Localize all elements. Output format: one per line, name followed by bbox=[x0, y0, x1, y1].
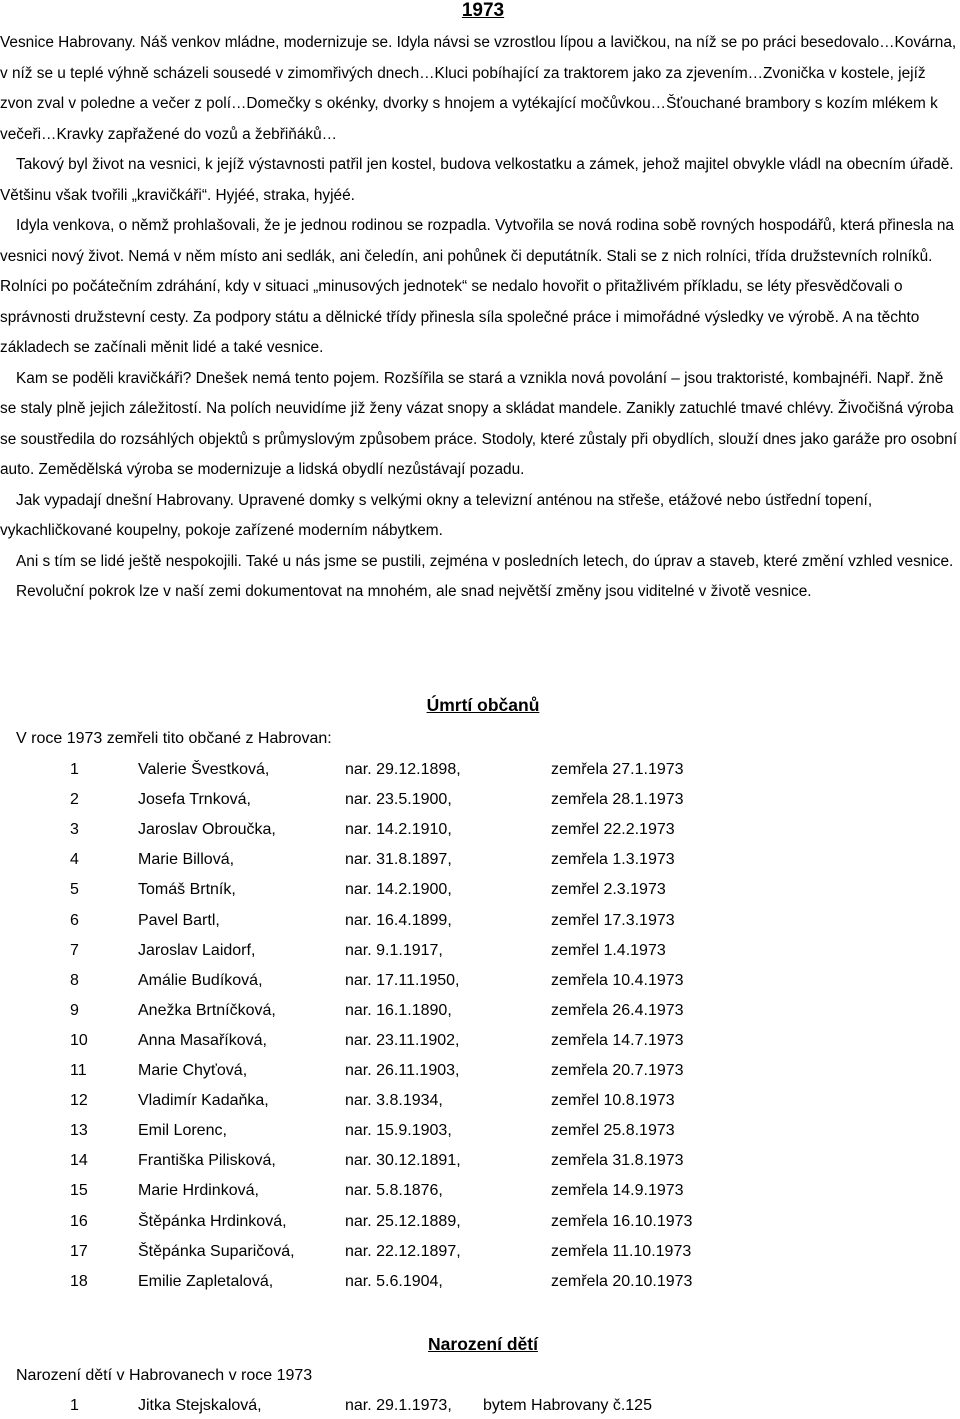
record-birth-date: nar. 29.12.1898, bbox=[345, 761, 461, 778]
record-name: Anna Masaříková, bbox=[138, 1031, 267, 1049]
record-name: Valerie Švestková, bbox=[138, 761, 270, 778]
record-address: bytem Habrovany č.125 bbox=[483, 1397, 652, 1414]
record-birth-date: nar. 26.11.1903, bbox=[345, 1062, 460, 1079]
death-record-row bbox=[0, 1273, 960, 1295]
record-name: Marie Hrdinková, bbox=[138, 1182, 259, 1200]
record-number: 3 bbox=[70, 821, 79, 839]
record-birth-date: nar. 25.12.1889, bbox=[345, 1212, 461, 1230]
deaths-intro: V roce 1973 zemřeli tito občané z Habrovan: bbox=[16, 730, 332, 747]
record-birth-date: nar. 15.9.1903, bbox=[345, 1122, 452, 1140]
record-birth-date: nar. 3.8.1934, bbox=[345, 1092, 443, 1110]
record-death-date: zemřel 22.2.1973 bbox=[551, 821, 675, 839]
record-name: Františka Pilisková, bbox=[138, 1152, 276, 1170]
death-record-row bbox=[0, 791, 960, 813]
record-birth-date: nar. 31.8.1897, bbox=[345, 851, 452, 869]
death-record-row bbox=[0, 1213, 960, 1235]
record-number: 17 bbox=[70, 1242, 88, 1260]
record-name: Vladimír Kadaňka, bbox=[138, 1092, 269, 1110]
death-record-row bbox=[0, 761, 960, 783]
record-number: 1 bbox=[70, 1397, 79, 1414]
death-record-row bbox=[0, 1062, 960, 1084]
record-number: 11 bbox=[70, 1062, 87, 1079]
record-number: 4 bbox=[70, 851, 79, 869]
death-record-row bbox=[0, 1092, 960, 1114]
record-name: Emilie Zapletalová, bbox=[138, 1272, 274, 1290]
death-record-row bbox=[0, 1002, 960, 1024]
record-name: Tomáš Brtník, bbox=[138, 881, 236, 899]
chronicle-paragraph: Takový byl život na vesnici, k jejíž výstavnosti patřil jen kostel, budova velkostatku a zámek, jehož majitel obvykle vládl na obecním úřadě. Většinu však tvořili „kravičkáři“. Hyjéé, straka, hyjéé. bbox=[0, 156, 954, 204]
chronicle-paragraph: Revoluční pokrok lze v naší zemi dokumentovat na mnohém, ale snad největší změny jsou viditelné v životě vesnice. bbox=[16, 583, 812, 600]
record-birth-date: nar. 29.1.1973, bbox=[345, 1397, 452, 1414]
death-record-row bbox=[0, 1032, 960, 1054]
record-name: Štěpánka Suparičová, bbox=[138, 1242, 295, 1260]
record-birth-date: nar. 5.6.1904, bbox=[345, 1272, 443, 1290]
record-name: Jaroslav Obroučka, bbox=[138, 821, 276, 839]
page-title: 1973 bbox=[461, 0, 505, 21]
chronicle-paragraph: Jak vypadají dnešní Habrovany. Upravené domky s velkými okny a televizní anténou na střeše, etážové nebo ústřední topení, vykachličkované koupelny, pokoje zařízené moderním nábytkem. bbox=[0, 491, 873, 539]
deaths-heading: Úmrtí občanů bbox=[426, 695, 540, 715]
record-name: Marie Billová, bbox=[138, 851, 235, 869]
death-record-row bbox=[0, 851, 960, 873]
record-number: 6 bbox=[70, 911, 79, 929]
births-heading: Narození dětí bbox=[428, 1334, 538, 1354]
record-birth-date: nar. 17.11.1950, bbox=[345, 971, 460, 989]
record-name: Štěpánka Hrdinková, bbox=[138, 1212, 287, 1230]
chronicle-paragraph: Kam se poděli kravičkáři? Dnešek nemá tento pojem. Rozšířila se stará a vznikla nová povolání – jsou traktoristé, kombajnéři. Např. žně se staly plně jejich záležitostí. Na polích neuvidíme již ženy vázat snopy a skládat mandele. Zanikly zatuchlé tmavé chlévy. Živočišná výroba se soustředila do rozsáhlých objektů s průmyslovým způsobem práce. Stodoly, které zůstaly při obydlích, slouží dnes jako garáže pro osobní auto. Zemědělská výroba se modernizuje a lidská obydlí nezůstávají pozadu. bbox=[0, 369, 957, 478]
chronicle-paragraph: Ani s tím se lidé ještě nespokojili. Také u nás jsme se pustili, zejména v posledních letech, do úprav a staveb, které změní vzhled vesnice. bbox=[16, 552, 954, 570]
record-birth-date: nar. 14.2.1900, bbox=[345, 881, 452, 899]
record-number: 7 bbox=[70, 941, 79, 959]
death-record-row bbox=[0, 1152, 960, 1174]
record-death-date: zemřela 10.4.1973 bbox=[551, 971, 684, 989]
record-number: 13 bbox=[70, 1122, 88, 1140]
record-number: 2 bbox=[70, 791, 79, 809]
record-birth-date: nar. 9.1.1917, bbox=[345, 941, 443, 959]
record-name: Marie Chyťová, bbox=[138, 1062, 248, 1079]
record-death-date: zemřela 31.8.1973 bbox=[551, 1152, 684, 1170]
record-death-date: zemřela 11.10.1973 bbox=[551, 1242, 692, 1260]
death-record-row bbox=[0, 972, 960, 994]
record-death-date: zemřela 20.10.1973 bbox=[551, 1272, 693, 1290]
chronicle-text bbox=[0, 28, 960, 608]
record-name: Josefa Trnková, bbox=[138, 791, 251, 809]
record-death-date: zemřel 2.3.1973 bbox=[551, 881, 666, 899]
record-birth-date: nar. 5.8.1876, bbox=[345, 1182, 443, 1200]
births-intro: Narození dětí v Habrovanech v roce 1973 bbox=[16, 1367, 313, 1384]
record-death-date: zemřela 14.7.1973 bbox=[551, 1031, 684, 1049]
record-death-date: zemřel 25.8.1973 bbox=[551, 1122, 675, 1140]
record-death-date: zemřela 26.4.1973 bbox=[551, 1001, 684, 1019]
record-death-date: zemřela 1.3.1973 bbox=[551, 851, 675, 869]
death-record-row bbox=[0, 1182, 960, 1204]
record-number: 14 bbox=[70, 1152, 88, 1170]
record-name: Emil Lorenc, bbox=[138, 1122, 227, 1140]
record-death-date: zemřela 28.1.1973 bbox=[551, 791, 684, 809]
record-birth-date: nar. 23.11.1902, bbox=[345, 1031, 460, 1049]
death-record-row bbox=[0, 942, 960, 964]
birth-record-row bbox=[0, 1397, 960, 1419]
record-name: Jitka Stejskalová, bbox=[138, 1397, 262, 1414]
chronicle-paragraph: Idyla venkova, o němž prohlašovali, že je jednou rodinou se rozpadla. Vytvořila se nová rodina sobě rovných hospodářů, která přinesla na vesnici nový život. Nemá v něm místo ani sedlák, ani čeledín, ani pohůnek či deputátník. Stali se z nich rolníci, třída družstevních rolníků. Rolníci po počátečním zdráhání, kdy v situaci „minusových jednotek“ se nedalo hovořit o přitažlivém příkladu, se léty přesvědčovali o správnosti družstevní cesty. Za podpory státu a dělnické třídy přinesla síla společné práce i mimořádné výsledky ve výrobě. A na těchto základech se začínali měnit lidé a také vesnice. bbox=[0, 217, 954, 356]
record-number: 18 bbox=[70, 1272, 88, 1290]
record-number: 15 bbox=[70, 1182, 88, 1200]
death-record-row bbox=[0, 821, 960, 843]
record-number: 10 bbox=[70, 1031, 88, 1049]
record-number: 5 bbox=[70, 881, 79, 899]
record-death-date: zemřel 17.3.1973 bbox=[551, 911, 675, 929]
record-birth-date: nar. 16.4.1899, bbox=[345, 911, 452, 929]
death-record-row bbox=[0, 1122, 960, 1144]
record-number: 1 bbox=[70, 761, 79, 778]
death-record-row bbox=[0, 912, 960, 934]
record-number: 8 bbox=[70, 971, 79, 989]
record-death-date: zemřel 10.8.1973 bbox=[551, 1092, 675, 1110]
record-birth-date: nar. 14.2.1910, bbox=[345, 821, 452, 839]
death-record-row bbox=[0, 1243, 960, 1265]
record-death-date: zemřela 16.10.1973 bbox=[551, 1212, 693, 1230]
record-number: 9 bbox=[70, 1001, 79, 1019]
record-birth-date: nar. 22.12.1897, bbox=[345, 1242, 461, 1260]
record-death-date: zemřela 14.9.1973 bbox=[551, 1182, 684, 1200]
record-death-date: zemřela 20.7.1973 bbox=[551, 1062, 684, 1079]
record-name: Anežka Brtníčková, bbox=[138, 1001, 276, 1019]
record-name: Pavel Bartl, bbox=[138, 911, 220, 929]
record-number: 12 bbox=[70, 1092, 88, 1110]
record-birth-date: nar. 16.1.1890, bbox=[345, 1001, 452, 1019]
record-birth-date: nar. 23.5.1900, bbox=[345, 791, 452, 809]
record-name: Amálie Budíková, bbox=[138, 971, 263, 989]
death-record-row bbox=[0, 881, 960, 903]
record-death-date: zemřela 27.1.1973 bbox=[551, 761, 684, 778]
chronicle-paragraph: Vesnice Habrovany. Náš venkov mládne, modernizuje se. Idyla návsi se vzrostlou lípou a lavičkou, na níž se po práci besedovalo…Kovárna, v níž se u teplé výhně scházeli sousedé v zimomřivých dnech…Kluci pobíhající za traktorem jako za zjevením…Zvonička v kostele, jejíž zvon zval v poledne a večer z polí…Domečky s okénky, dvorky s hnojem a vytékající močůvkou…Šťouchané brambory s kozím mlékem k večeři…Kravky zapřažené do vozů a žebřiňáků… bbox=[0, 34, 957, 143]
record-death-date: zemřel 1.4.1973 bbox=[551, 941, 666, 959]
record-name: Jaroslav Laidorf, bbox=[138, 941, 256, 959]
record-birth-date: nar. 30.12.1891, bbox=[345, 1152, 461, 1170]
record-number: 16 bbox=[70, 1212, 88, 1230]
